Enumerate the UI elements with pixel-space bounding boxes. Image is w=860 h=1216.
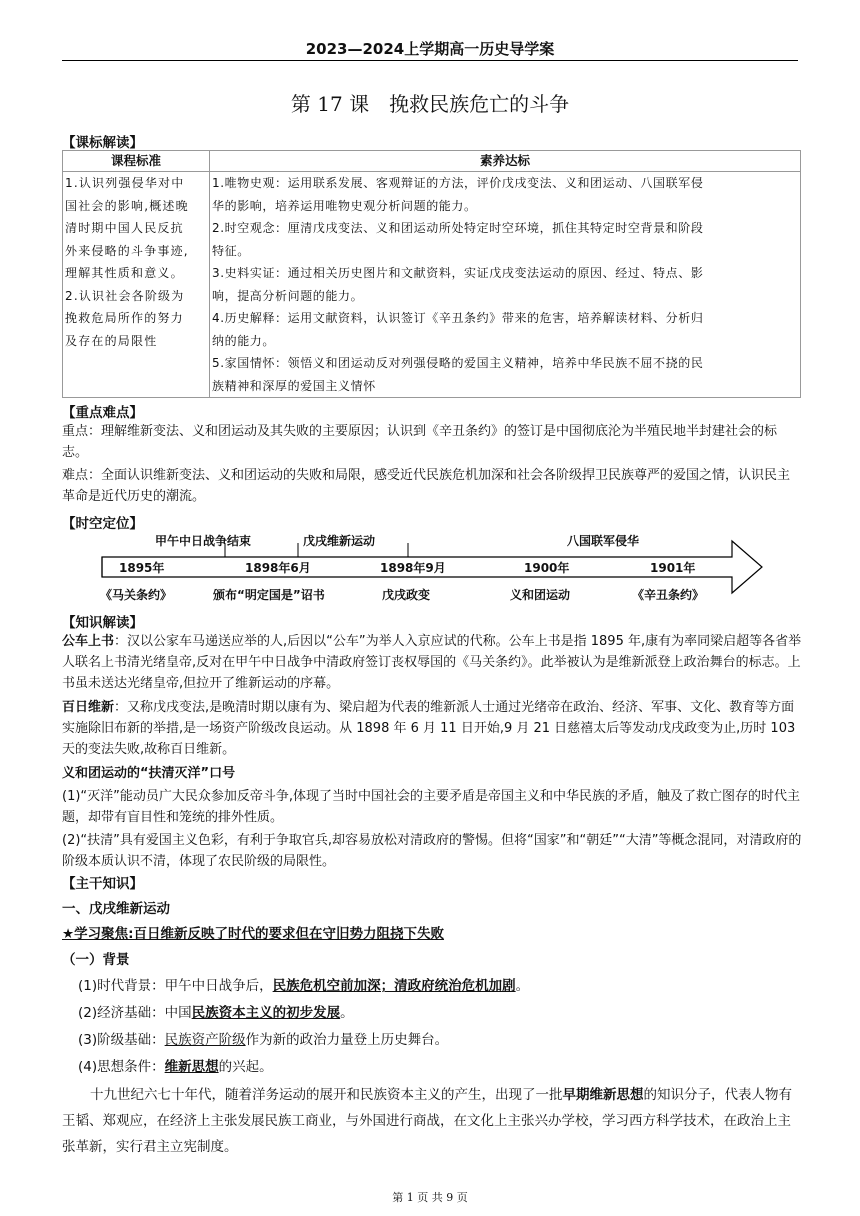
- timeline-period-label: 戊戌维新运动: [303, 534, 376, 548]
- item-key: 维新思想: [164, 1059, 219, 1075]
- bairi-text: ：又称戊戌变法,是晚清时期以康有为、梁启超为代表的维新派人士通过光绪帝在政治、经济、军事、文化、教育等方面实施除旧布新的举措,是一场资产阶级改良运动。从 1898 年 6 月 11 日开始,9 月 21 日慈禧太后等发动戊戌政变为止,历时 103 天的变法失败,故称百日维新。: [62, 700, 796, 757]
- slogan-point-1: (1)“灭洋”能动员广大民众参加反帝斗争,体现了当时中国社会的主要矛盾是帝国主义和中华民族的矛盾，触及了救亡图存的时代主题，却带有盲目性和笼统的排外性质。: [62, 789, 801, 825]
- section-heading-zgzs: 【主干知识】: [62, 876, 143, 892]
- timeline-period-label: 甲午中日战争结束: [155, 534, 252, 548]
- timeline-event: 戊戌政变: [382, 588, 431, 602]
- standards-line: 挽救危局所作的努力: [65, 311, 184, 325]
- literacy-line: 5.家国情怀：领悟义和团运动反对列强侵略的爱国主义精神，培养中华民族不屈不挠的民: [212, 356, 704, 370]
- literacy-line: 纳的能力。: [212, 333, 276, 348]
- literacy-line: 2.时空观念：厘清戊戌变法、义和团运动所处特定时空环境，抓住其特定时空背景和阶段: [212, 221, 704, 235]
- item-label: (1)时代背景：甲午中日战争后，: [78, 978, 273, 994]
- standards-line: 理解其性质和意义。: [65, 266, 184, 280]
- standards-line: 2.认识社会各阶级为: [65, 288, 185, 303]
- header-divider: [62, 60, 798, 61]
- item-tail: 。: [515, 978, 530, 994]
- table-header-standards: 课程标准: [63, 151, 210, 172]
- item-key: 民族资产阶级: [164, 1032, 246, 1048]
- background-item: [78, 1028, 448, 1048]
- literacy-line: 华的影响，培养运用唯物史观分析问题的能力。: [212, 198, 477, 213]
- section-heading-sksw: 【时空定位】: [62, 516, 143, 532]
- item-key: 民族危机空前加深；清政府统治危机加剧: [272, 978, 516, 994]
- standards-table: [62, 150, 801, 398]
- early-reform-paragraph: [62, 1082, 802, 1160]
- literacy-line: 特征。: [212, 243, 250, 258]
- key-point-text: 重点：理解维新变法、义和团运动及其失败的主要原因；认识到《辛丑条约》的签订是中国彻底沦为半殖民地半封建社会的标志。: [62, 424, 778, 460]
- bairi-term: 百日维新: [62, 700, 115, 715]
- background-item: [78, 1001, 354, 1021]
- page-footer: 第 1 页 共 9 页: [392, 1191, 468, 1204]
- timeline-date: 1898年6月: [245, 561, 311, 575]
- standards-line: 清时期中国人民反抗: [65, 221, 184, 235]
- item-label: (2)经济基础：中国: [78, 1005, 192, 1021]
- item-label: (4)思想条件：: [78, 1059, 165, 1075]
- lesson-title: 第 17 课 挽救民族危亡的斗争: [290, 92, 570, 116]
- gongche-paragraph: [62, 631, 802, 694]
- section-heading-zdnd: 【重点难点】: [62, 405, 143, 421]
- standards-line: 1.认识列强侵华对中: [65, 176, 185, 190]
- part-title: 一、戊戌维新运动: [62, 901, 170, 917]
- standards-line: 国社会的影响,概述晚: [65, 198, 189, 213]
- timeline-event: 颁布“明定国是”诏书: [213, 588, 325, 602]
- timeline-date: 1900年: [524, 561, 570, 575]
- timeline-event: 《马关条约》: [100, 588, 173, 602]
- literacy-line: 1.唯物史观：运用联系发展、客观辩证的方法，评价戊戌变法、义和团运动、八国联军侵: [212, 176, 704, 190]
- item-tail: 作为新的政治力量登上历史舞台。: [245, 1032, 449, 1048]
- item-key: 民族资本主义的初步发展: [191, 1005, 341, 1021]
- literacy-line: 4.历史解释：运用文献资料，认识签订《辛丑条约》带来的危害，培养解读材料、分析归: [212, 311, 704, 325]
- para-text: 的知识分子，代表人物有王韬、郑观应，在经济上主张发展民族工商业，与外国进行商战，在文化上主张兴办学校，学习西方科学技术，在政治上主张革新，实行君主立宪制度。: [62, 1087, 792, 1155]
- para-text: 十九世纪六七十年代，随着洋务运动的展开和民族资本主义的产生，出现了一批: [90, 1087, 563, 1103]
- timeline: [100, 535, 765, 605]
- standards-line: 及存在的局限性: [65, 333, 158, 348]
- timeline-event: 义和团运动: [510, 588, 571, 602]
- bairi-paragraph: [62, 697, 802, 760]
- subsection-title: （一）背景: [62, 952, 130, 968]
- timeline-date: 1895年: [119, 561, 165, 575]
- timeline-date: 1901年: [650, 561, 696, 575]
- section-heading-kbjd: 【课标解读】: [62, 135, 143, 151]
- literacy-line: 3.史料实证：通过相关历史图片和文献资料，实证戊戌变法运动的原因、经过、特点、影: [212, 266, 704, 280]
- gongche-term: 公车上书: [62, 634, 115, 649]
- timeline-date: 1898年9月: [380, 561, 446, 575]
- literacy-line: 响，提高分析问题的能力。: [212, 288, 364, 303]
- standards-cell: [63, 172, 210, 398]
- item-label: (3)阶级基础：: [78, 1032, 165, 1048]
- slogan-point-2: (2)“扶清”具有爱国主义色彩，有利于争取官兵,却容易放松对清政府的警惕。但将“国家”和“朝廷”“大清”等概念混同，对清政府的阶级本质认识不清，体现了农民阶级的局限性。: [62, 833, 802, 869]
- background-item: [78, 974, 529, 994]
- literacy-line: 族精神和深厚的爱国主义情怀: [212, 378, 376, 393]
- para-keyword: 早期维新思想: [562, 1087, 644, 1103]
- timeline-event: 《辛丑条约》: [632, 588, 705, 602]
- table-header-literacy: 素养达标: [210, 151, 801, 172]
- timeline-period-label: 八国联军侵华: [567, 534, 640, 548]
- difficult-point-text: 难点：全面认识维新变法、义和团运动的失败和局限，感受近代民族危机加深和社会各阶级捍卫民族尊严的爱国之情，认识民主革命是近代历史的潮流。: [62, 468, 791, 504]
- standards-line: 外来侵略的斗争事迹,: [65, 243, 189, 258]
- page-header: 2023—2024上学期高一历史导学案: [305, 40, 555, 58]
- gongche-text: ：汉以公家车马递送应举的人,后因以“公车”为举人入京应试的代称。公车上书是指 1895 年,康有为率同梁启超等各省举人联名上书清光绪皇帝,反对在甲午中日战争中清政府签订丧权辱国的《马关条约》。此举被认为是维新派登上政治舞台的标志。上书虽未送达光绪皇帝,但拉开了维新运动的序幕。: [62, 634, 802, 691]
- slogan-title: 义和团运动的“扶清灭洋”口号: [62, 766, 236, 781]
- item-tail: 的兴起。: [218, 1059, 273, 1075]
- learning-focus: ★学习聚焦:百日维新反映了时代的要求但在守旧势力阻挠下失败: [62, 926, 445, 942]
- literacy-cell: [210, 172, 801, 398]
- background-item: [78, 1055, 273, 1075]
- item-tail: 。: [340, 1005, 354, 1021]
- section-heading-zsjd: 【知识解读】: [62, 615, 143, 631]
